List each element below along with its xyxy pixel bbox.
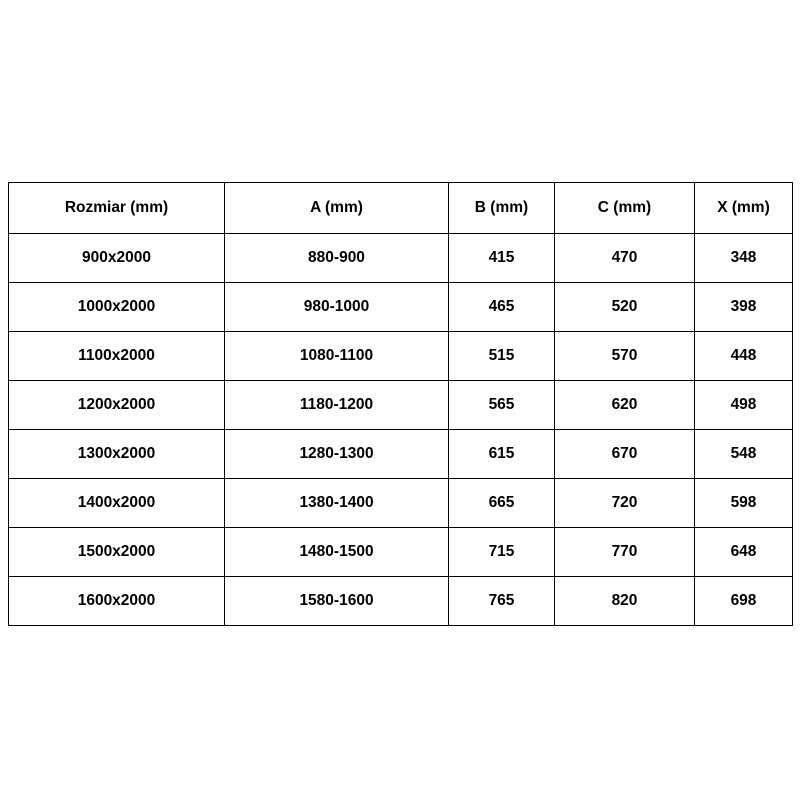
table-row xyxy=(9,381,793,430)
table-row xyxy=(9,283,793,332)
table-body xyxy=(9,234,793,626)
cell-a: 880-900 xyxy=(225,234,449,283)
cell-c: 620 xyxy=(555,381,695,430)
column-header-a: A (mm) xyxy=(225,183,449,234)
cell-b: 415 xyxy=(449,234,555,283)
table-row xyxy=(9,332,793,381)
cell-b: 465 xyxy=(449,283,555,332)
cell-x: 448 xyxy=(695,332,793,381)
cell-a: 1180-1200 xyxy=(225,381,449,430)
spec-table-container xyxy=(8,182,792,626)
cell-a: 980-1000 xyxy=(225,283,449,332)
column-header-b: B (mm) xyxy=(449,183,555,234)
cell-x: 698 xyxy=(695,577,793,626)
table-row xyxy=(9,577,793,626)
cell-b: 665 xyxy=(449,479,555,528)
cell-c: 670 xyxy=(555,430,695,479)
column-header-rozmiar: Rozmiar (mm) xyxy=(9,183,225,234)
column-header-x: X (mm) xyxy=(695,183,793,234)
table-row xyxy=(9,479,793,528)
cell-c: 570 xyxy=(555,332,695,381)
cell-x: 648 xyxy=(695,528,793,577)
cell-b: 515 xyxy=(449,332,555,381)
table-row xyxy=(9,528,793,577)
cell-rozmiar: 1600x2000 xyxy=(9,577,225,626)
cell-x: 398 xyxy=(695,283,793,332)
cell-b: 715 xyxy=(449,528,555,577)
cell-c: 520 xyxy=(555,283,695,332)
cell-a: 1380-1400 xyxy=(225,479,449,528)
cell-x: 548 xyxy=(695,430,793,479)
table-header xyxy=(9,183,793,234)
cell-c: 770 xyxy=(555,528,695,577)
cell-c: 720 xyxy=(555,479,695,528)
cell-x: 498 xyxy=(695,381,793,430)
cell-b: 615 xyxy=(449,430,555,479)
column-header-c: C (mm) xyxy=(555,183,695,234)
cell-rozmiar: 1300x2000 xyxy=(9,430,225,479)
cell-a: 1580-1600 xyxy=(225,577,449,626)
cell-rozmiar: 1500x2000 xyxy=(9,528,225,577)
cell-rozmiar: 1200x2000 xyxy=(9,381,225,430)
cell-rozmiar: 900x2000 xyxy=(9,234,225,283)
table-header-row xyxy=(9,183,793,234)
table-row xyxy=(9,430,793,479)
cell-c: 470 xyxy=(555,234,695,283)
cell-rozmiar: 1400x2000 xyxy=(9,479,225,528)
table-row xyxy=(9,234,793,283)
dimensions-table xyxy=(8,182,793,626)
cell-a: 1080-1100 xyxy=(225,332,449,381)
cell-x: 348 xyxy=(695,234,793,283)
cell-b: 565 xyxy=(449,381,555,430)
cell-b: 765 xyxy=(449,577,555,626)
cell-c: 820 xyxy=(555,577,695,626)
cell-rozmiar: 1100x2000 xyxy=(9,332,225,381)
cell-a: 1280-1300 xyxy=(225,430,449,479)
cell-a: 1480-1500 xyxy=(225,528,449,577)
cell-rozmiar: 1000x2000 xyxy=(9,283,225,332)
cell-x: 598 xyxy=(695,479,793,528)
